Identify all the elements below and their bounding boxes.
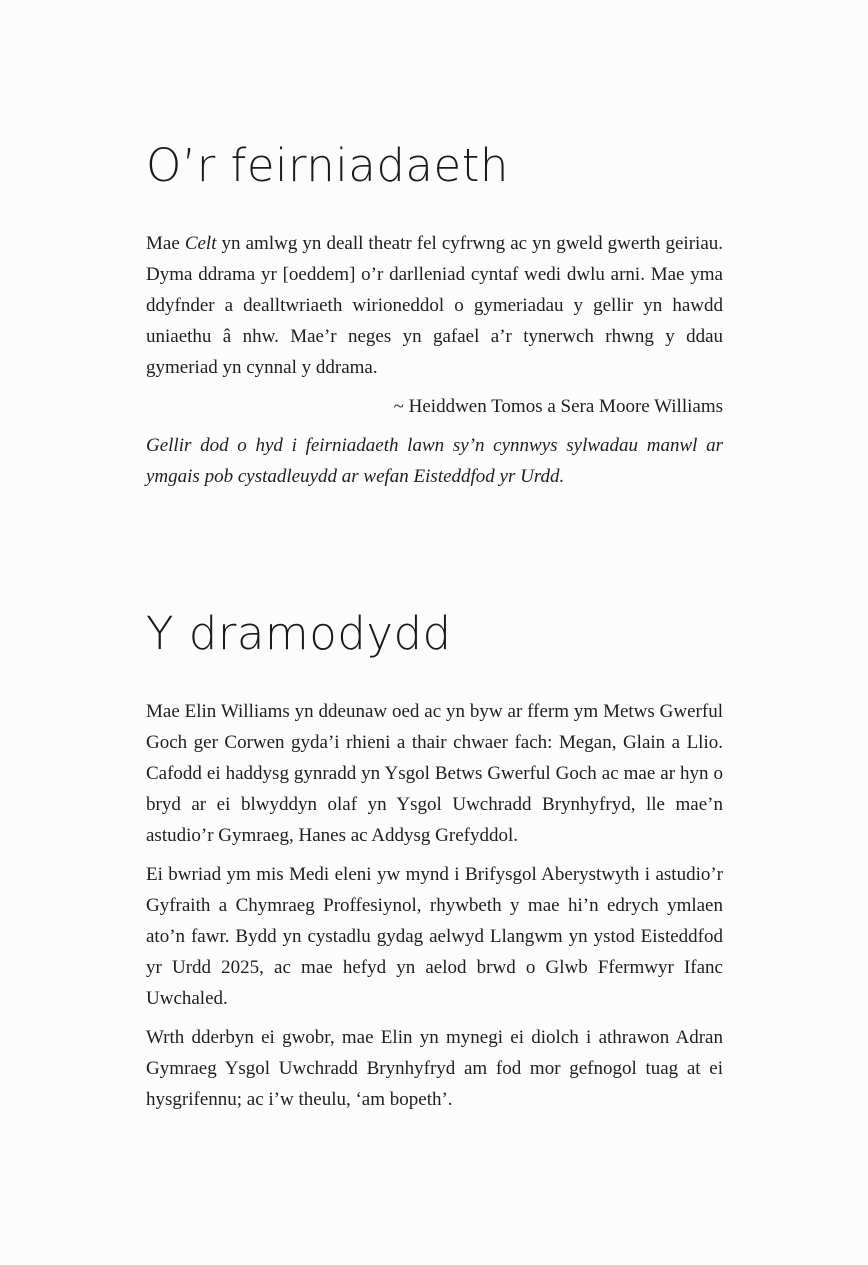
- full-adjudication-note: Gellir dod o hyd i feirniadaeth lawn sy’n cynnwys sylwadau manwl ar ymgais pob cystadleuydd ar wefan Eisteddfod yr Urdd.: [146, 435, 723, 487]
- adjudicators-attribution: ~ Heiddwen Tomos a Sera Moore Williams: [393, 396, 723, 417]
- adjudication-text: yn amlwg yn deall theatr fel cyfrwng ac yn gweld gwerth geiriau. Dyma ddrama yr [oeddem] o’r darlleniad cyntaf wedi dwlu arni. Mae yma ddyfnder a dealltwriaeth wirioneddol o gymeriadau y gellir yn hawdd uniaethu â nhw. Mae’r neges yn gafael a’r tynerwch rhwng y ddau gymeriad yn cynnal y ddrama.: [146, 233, 724, 378]
- adjudication-section: [146, 228, 723, 492]
- section-title-playwright: Y dramodydd: [146, 607, 452, 660]
- playwright-section: [146, 696, 723, 1123]
- play-title: Celt: [184, 233, 217, 254]
- playwright-paragraph-1: Mae Elin Williams yn ddeunaw oed ac yn byw ar fferm ym Metws Gwerful Goch ger Corwen gyda’i rhieni a thair chwaer fach: Megan, Glain a Llio. Cafodd ei haddysg gynradd yn Ysgol Betws Gwerful Goch ac mae ar hyn o bryd ar ei blwyddyn olaf yn Ysgol Uwchradd Brynhyfryd, lle mae’n astudio’r Gymraeg, Hanes ac Addysg Grefyddol.: [146, 701, 723, 846]
- adjudication-paragraph: [146, 228, 723, 383]
- section-title-adjudication: O’r feirniadaeth: [146, 139, 509, 192]
- playwright-paragraph-2: Ei bwriad ym mis Medi eleni yw mynd i Brifysgol Aberystwyth i astudio’r Gyfraith a Chymraeg Proffesiynol, rhywbeth y mae hi’n edrych ymlaen ato’n fawr. Bydd yn cystadlu gydag aelwyd Llangwm yn ystod Eisteddfod yr Urdd 2025, ac mae hefyd yn aelod brwd o Glwb Ffermwyr Ifanc Uwchaled.: [146, 864, 723, 1009]
- playwright-paragraph-3: Wrth dderbyn ei gwobr, mae Elin yn mynegi ei diolch i athrawon Adran Gymraeg Ysgol Uwchradd Brynhyfryd am fod mor gefnogol tuag at ei hysgrifennu; ac i’w theulu, ‘am bopeth’.: [146, 1027, 723, 1110]
- adjudication-lead: Mae: [146, 233, 185, 254]
